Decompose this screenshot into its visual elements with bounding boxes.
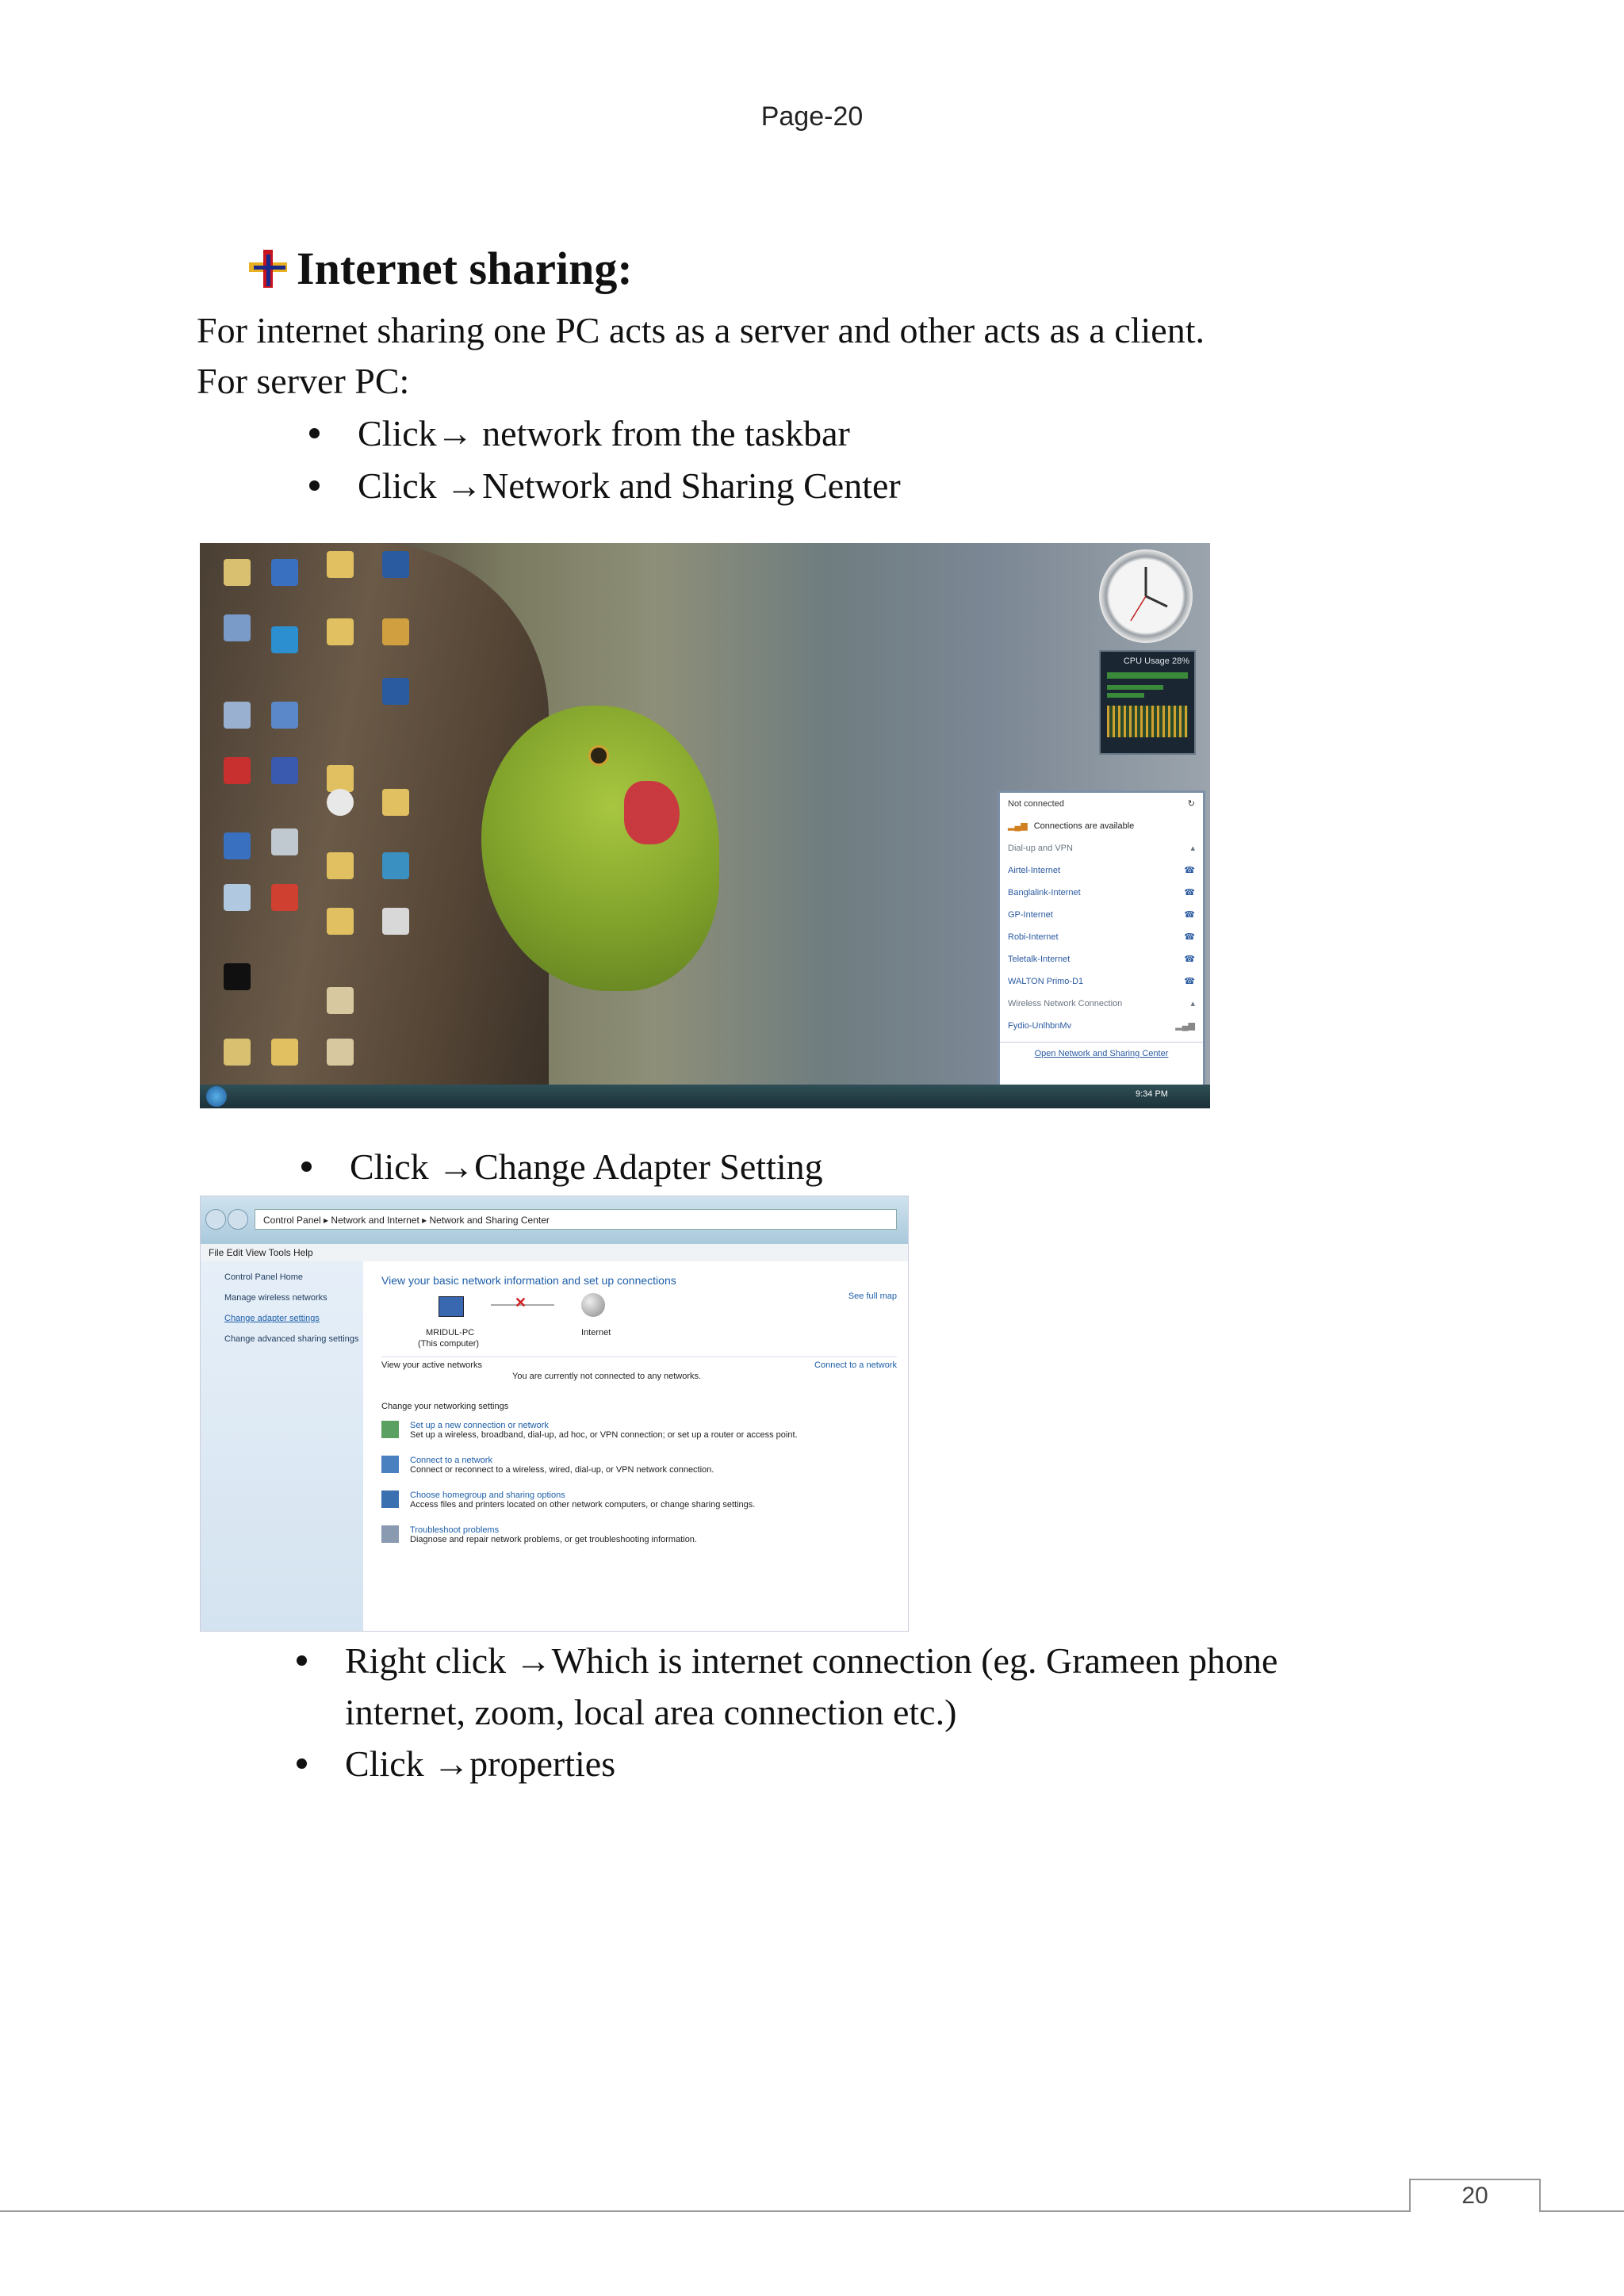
subhead-text: For server PC: — [197, 361, 410, 401]
dialup-icon: ☎ — [1184, 866, 1195, 875]
network-popup — [998, 790, 1205, 1089]
desktop-icon[interactable] — [271, 702, 298, 729]
cpu-meter-gadget — [1099, 650, 1196, 755]
section-title — [246, 242, 633, 295]
sidebar-item-adapter[interactable]: Change adapter settings — [224, 1314, 320, 1323]
desktop-icon[interactable] — [224, 832, 251, 859]
address-bar[interactable]: Control Panel ▸ Network and Internet ▸ Network and Sharing Center — [255, 1209, 897, 1230]
connection-name: Airtel-Internet — [1008, 866, 1061, 875]
wifi-name: Fydio-UnlhbnMv — [1008, 1021, 1072, 1031]
connection-name: WALTON Primo-D1 — [1008, 977, 1084, 986]
disconnected-x-icon: ✕ — [515, 1295, 527, 1311]
desktop-icon[interactable] — [224, 963, 251, 990]
task-item[interactable] — [381, 1421, 897, 1440]
signal-bars-icon: ▂▄▆ — [1008, 821, 1028, 831]
dialup-icon: ☎ — [1184, 910, 1195, 920]
start-button[interactable] — [206, 1086, 227, 1107]
open-network-center-link[interactable]: Open Network and Sharing Center — [1000, 1042, 1203, 1065]
task-link[interactable]: Set up a new connection or network — [410, 1421, 549, 1430]
cpu-bar — [1107, 685, 1163, 690]
folder-icon[interactable] — [327, 765, 354, 792]
page-number: 20 — [1409, 2179, 1541, 2212]
image-file-icon[interactable] — [327, 1039, 354, 1066]
connection-name: GP-Internet — [1008, 910, 1053, 920]
desktop-icon[interactable] — [382, 908, 409, 935]
collapse-icon[interactable]: ▴ — [1190, 999, 1195, 1008]
desktop-icon[interactable] — [271, 626, 298, 653]
dialup-icon: ☎ — [1184, 932, 1195, 942]
dialup-icon: ☎ — [1184, 888, 1195, 897]
popup-section-wireless: Wireless Network Connection — [1008, 999, 1123, 1008]
list-item — [309, 412, 850, 454]
footer-rule — [0, 2210, 1624, 2212]
collapse-icon[interactable]: ▴ — [1190, 844, 1195, 853]
sidebar-item-home[interactable]: Control Panel Home — [224, 1272, 304, 1282]
connection-item[interactable] — [1000, 948, 1203, 970]
back-icon[interactable] — [205, 1209, 226, 1230]
connection-item[interactable] — [1000, 926, 1203, 948]
connection-item[interactable] — [1000, 859, 1203, 882]
folder-icon[interactable] — [327, 908, 354, 935]
taskbar-clock: 9:34 PM — [1136, 1089, 1168, 1099]
dialup-icon: ☎ — [1184, 955, 1195, 964]
page-header: Page-20 — [760, 101, 864, 132]
task-desc: Access files and printers located on other network computers, or change sharing settings. — [410, 1500, 756, 1510]
list-item — [297, 1640, 1277, 1682]
clock-gadget — [1099, 549, 1193, 643]
connection-item[interactable] — [1000, 970, 1203, 993]
image-file-icon[interactable] — [327, 987, 354, 1014]
connect-network-link[interactable]: Connect to a network — [814, 1360, 897, 1370]
task-link[interactable]: Connect to a network — [410, 1456, 492, 1465]
sidebar-item-advanced[interactable]: Change advanced sharing settings — [224, 1334, 359, 1344]
internet-label: Internet — [581, 1328, 611, 1337]
bullet-dot-icon — [297, 1655, 307, 1666]
folder-icon[interactable] — [382, 789, 409, 816]
task-item[interactable] — [381, 1525, 897, 1544]
connection-name: Banglalink-Internet — [1008, 888, 1081, 897]
taskbar — [200, 1085, 1210, 1108]
list-item-text: Click →Change Adapter Setting — [350, 1146, 823, 1187]
wifi-item[interactable] — [1000, 1015, 1203, 1037]
popup-available: Connections are available — [1033, 821, 1135, 831]
cpu-bar — [1107, 672, 1188, 679]
new-connection-icon — [381, 1421, 399, 1438]
sidebar — [201, 1261, 363, 1631]
desktop-icon[interactable] — [224, 884, 251, 911]
list-item-continuation: internet, zoom, local area connection etc.) — [345, 1692, 957, 1732]
desktop-icon[interactable] — [224, 1039, 251, 1066]
task-item[interactable] — [381, 1490, 897, 1510]
desktop-icon[interactable] — [382, 618, 409, 645]
bullet-dot-icon — [309, 480, 320, 491]
folder-icon[interactable] — [327, 852, 354, 879]
task-desc: Connect or reconnect to a wireless, wired, dial-up, or VPN network connection. — [410, 1465, 714, 1475]
list-item-text: Right click →Which is internet connection (eg. Grameen phone — [345, 1640, 1278, 1681]
list-item — [301, 1146, 823, 1188]
intro-text: For internet sharing one PC acts as a server and other acts as a client. — [197, 310, 1205, 350]
not-connected-text: You are currently not connected to any networks. — [512, 1372, 702, 1381]
network-sharing-center-screenshot — [200, 1196, 909, 1632]
refresh-icon[interactable]: ↻ — [1187, 799, 1195, 809]
desktop-icon[interactable] — [382, 678, 409, 705]
computer-icon — [439, 1296, 464, 1317]
desktop-screenshot — [200, 543, 1210, 1108]
list-item-text: Click→ network from the taskbar — [358, 413, 850, 453]
cpu-bar — [1107, 693, 1144, 698]
bullet-dot-icon — [297, 1758, 307, 1769]
desktop-icon[interactable] — [271, 828, 298, 855]
connection-name: Teletalk-Internet — [1008, 955, 1071, 964]
list-item — [309, 465, 901, 507]
task-desc: Diagnose and repair network problems, or get troubleshooting information. — [410, 1535, 697, 1544]
active-networks-label: View your active networks — [381, 1360, 482, 1370]
list-item-text: Click →Network and Sharing Center — [358, 465, 901, 506]
troubleshoot-icon — [381, 1525, 399, 1543]
dialup-icon: ☎ — [1184, 977, 1195, 986]
bullet-dot-icon — [301, 1161, 312, 1172]
list-item-text: Click →properties — [345, 1743, 616, 1784]
task-link[interactable]: Choose homegroup and sharing options — [410, 1490, 565, 1500]
window-titlebar — [201, 1196, 908, 1244]
popup-section-dial: Dial-up and VPN — [1008, 844, 1073, 853]
task-link[interactable]: Troubleshoot problems — [410, 1525, 500, 1535]
parrot-eye — [588, 745, 609, 766]
folder-icon[interactable] — [271, 1039, 298, 1066]
cpu-title: CPU Usage 28% — [1123, 656, 1189, 666]
homegroup-icon — [381, 1490, 399, 1508]
desktop-icon[interactable] — [382, 852, 409, 879]
popup-status: Not connected — [1008, 799, 1064, 809]
task-item[interactable] — [381, 1456, 897, 1475]
sidebar-item-wireless[interactable]: Manage wireless networks — [224, 1293, 327, 1303]
desktop-icon[interactable] — [271, 559, 298, 586]
desktop-icon[interactable] — [224, 559, 251, 586]
main-panel — [381, 1274, 897, 1544]
bullet-dot-icon — [309, 428, 320, 438]
change-settings-label: Change your networking settings — [381, 1402, 509, 1411]
folder-icon[interactable] — [327, 618, 354, 645]
menu-bar[interactable]: File Edit View Tools Help — [201, 1244, 908, 1261]
clock-hands-icon — [1099, 549, 1193, 643]
connection-name: Robi-Internet — [1008, 932, 1059, 942]
wifi-signal-icon: ▂▄▆ — [1175, 1021, 1195, 1031]
task-desc: Set up a wireless, broadband, dial-up, ad hoc, or VPN connection; or set up a router or access point. — [410, 1430, 798, 1440]
computer-name: MRIDUL-PC — [426, 1328, 475, 1337]
folder-icon[interactable] — [327, 551, 354, 578]
connection-item[interactable] — [1000, 904, 1203, 926]
desktop-icon[interactable] — [382, 551, 409, 578]
desktop-icon[interactable] — [224, 757, 251, 784]
connection-item[interactable] — [1000, 882, 1203, 904]
connect-icon — [381, 1456, 399, 1473]
disc-icon[interactable] — [327, 789, 354, 816]
desktop-icon[interactable] — [271, 757, 298, 784]
cpu-graph — [1107, 706, 1188, 737]
see-full-map-link[interactable]: See full map — [848, 1292, 897, 1301]
desktop-icon[interactable] — [271, 884, 298, 911]
forward-icon[interactable] — [228, 1209, 248, 1230]
globe-icon — [581, 1293, 605, 1317]
desktop-icon[interactable] — [224, 614, 251, 641]
parrot-beak — [624, 781, 680, 844]
main-heading: View your basic network information and set up connections — [381, 1274, 676, 1287]
computer-sub: (This computer) — [418, 1339, 480, 1349]
list-item — [297, 1743, 615, 1785]
section-title-text: Internet sharing: — [297, 243, 633, 294]
desktop-icon[interactable] — [224, 702, 251, 729]
plus-bullet-icon — [246, 247, 290, 291]
